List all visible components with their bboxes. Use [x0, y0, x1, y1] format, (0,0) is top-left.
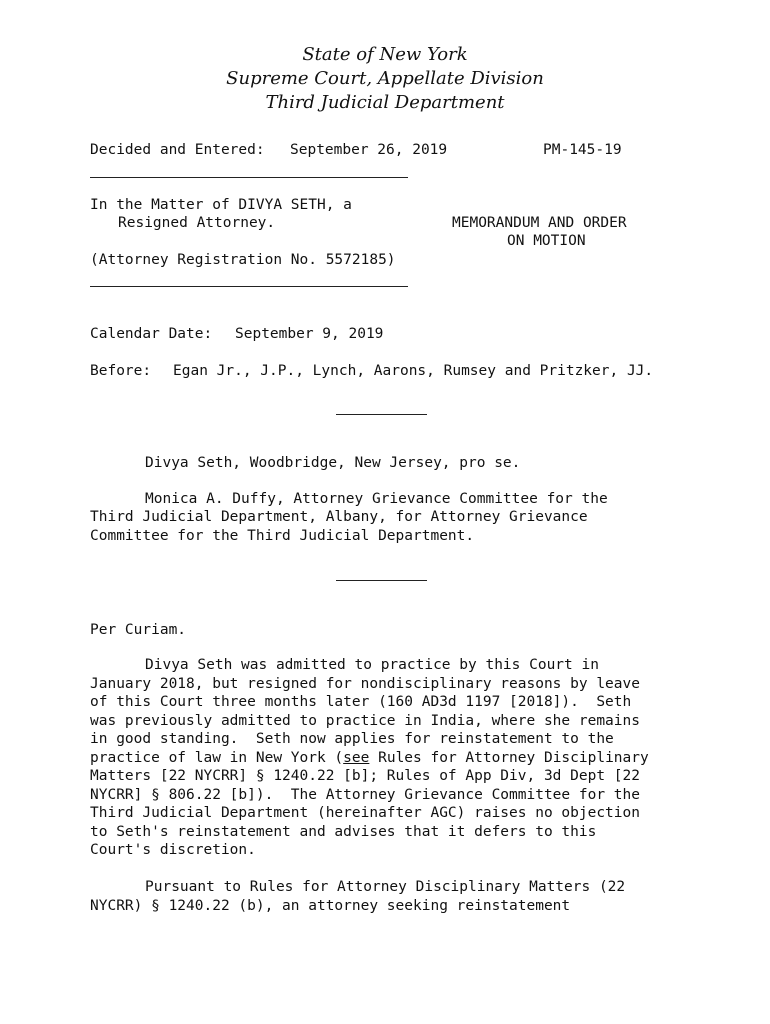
p1-line: to Seth's reinstatement and advises that it defers to this — [90, 824, 597, 840]
section-divider-2 — [336, 580, 427, 581]
p1-line: NYCRR] § 806.22 [b]). The Attorney Grievance Committee for the — [90, 787, 640, 803]
section-divider-1 — [336, 414, 427, 415]
p1-line: Third Judicial Department (hereinafter AGC) raises no objection — [90, 805, 640, 821]
court-name: Supreme Court, Appellate Division — [226, 68, 544, 89]
court-state: State of New York — [302, 44, 468, 65]
appearance-committee: Monica A. Duffy, Attorney Grievance Committee for the Third Judicial Department, Albany, for Attorney Grievance Committee for the Third Judicial Department. — [90, 491, 608, 544]
see-signal: see — [343, 750, 370, 766]
court-department: Third Judicial Department — [265, 92, 505, 113]
p2-line: Pursuant to Rules for Attorney Disciplinary Matters (22 — [145, 879, 626, 895]
order-title-2: ON MOTION — [507, 233, 586, 249]
calendar-date: September 9, 2019 — [235, 326, 384, 342]
p1-line: Court's discretion. — [90, 842, 256, 858]
p1-line-citation — [90, 749, 649, 767]
attorney-registration: (Attorney Registration No. 5572185) — [90, 252, 396, 268]
p1-text: practice of law in New York ( — [90, 750, 344, 766]
p1-line: Matters [22 NYCRR] § 1240.22 [b]; Rules of App Div, 3d Dept [22 — [90, 768, 640, 784]
p1-line: in good standing. Seth now applies for reinstatement to the — [90, 731, 614, 747]
caption-line-2: Resigned Attorney. — [118, 215, 276, 231]
decided-date: September 26, 2019 — [290, 142, 448, 158]
p1-line: was previously admitted to practice in India, where she remains — [90, 713, 640, 729]
before-label: Before: — [90, 363, 152, 379]
decided-label: Decided and Entered: — [90, 142, 265, 158]
caption-top-rule — [90, 177, 408, 178]
appearance-respondent: Divya Seth, Woodbridge, New Jersey, pro se. — [145, 455, 521, 471]
order-title-1: MEMORANDUM AND ORDER — [452, 215, 627, 231]
caption-bottom-rule — [90, 286, 408, 287]
docket-number: PM-145-19 — [543, 142, 622, 158]
p1-line: of this Court three months later (160 AD3d 1197 [2018]). Seth — [90, 694, 632, 710]
p1-text: Rules for Attorney Disciplinary — [369, 750, 649, 766]
p2-line: NYCRR) § 1240.22 (b), an attorney seeking reinstatement — [90, 898, 571, 914]
caption-line-1: In the Matter of DIVYA SETH, a — [90, 197, 352, 213]
p1-line: January 2018, but resigned for nondisciplinary reasons by leave — [90, 676, 640, 692]
p1-line: Divya Seth was admitted to practice by this Court in — [145, 657, 599, 673]
per-curiam: Per Curiam. — [90, 622, 187, 638]
panel-judges: Egan Jr., J.P., Lynch, Aarons, Rumsey and Pritzker, JJ. — [173, 363, 654, 379]
calendar-label: Calendar Date: — [90, 326, 213, 342]
